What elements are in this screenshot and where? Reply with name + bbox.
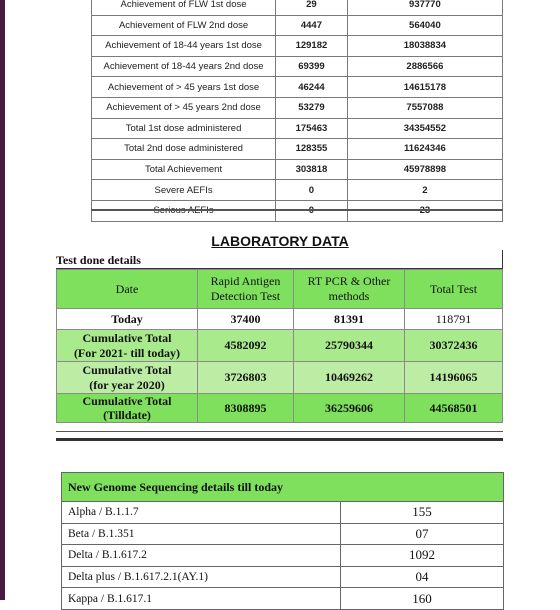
col-header-text: Rapid Antigen Detection Test <box>210 274 281 303</box>
col-header-text: Total Test <box>429 281 478 296</box>
row-label: Achievement of 18-44 years 2nd dose <box>92 56 276 77</box>
table-row <box>62 545 504 567</box>
lab-table-caption: Test done details <box>56 253 141 267</box>
lab-table-bottom-rule-thick <box>56 438 503 441</box>
cumulative-value: 564040 <box>347 15 502 36</box>
table-row <box>92 97 503 118</box>
variant-name: Delta plus / B.1.617.2.1(AY.1) <box>62 566 341 588</box>
row-label: Achievement of > 45 years 2nd dose <box>92 97 276 118</box>
table-row <box>92 118 503 139</box>
row-label-line2: (for year 2020) <box>89 377 165 392</box>
table-row <box>92 36 503 57</box>
rtpcr-value: 81391 <box>294 309 405 330</box>
table-row <box>57 309 503 330</box>
lab-header-row <box>57 270 503 309</box>
row-label <box>57 330 198 362</box>
variant-name: Delta / B.1.617.2 <box>62 545 341 567</box>
total-value: 118791 <box>405 309 503 330</box>
cumulative-value: 14615178 <box>347 77 502 98</box>
today-value: 69399 <box>276 56 348 77</box>
table-row <box>92 180 503 201</box>
table-row <box>57 330 503 362</box>
today-value: 175463 <box>276 118 348 139</box>
row-label: Total Achievement <box>92 159 276 180</box>
col-header-text: Date <box>115 281 139 296</box>
table-row <box>92 0 503 15</box>
rtpcr-value: 36259606 <box>294 394 405 423</box>
rapid-value: 3726803 <box>198 362 294 394</box>
page-left-edge <box>0 0 5 600</box>
row-label: Severe AEFIs <box>92 180 276 201</box>
variant-count: 1092 <box>341 545 504 567</box>
table-row <box>92 56 503 77</box>
total-value: 14196065 <box>405 362 503 394</box>
row-label-line1: Cumulative Total <box>82 394 172 408</box>
variant-name: Beta / B.1.351 <box>62 523 341 545</box>
row-label-line1: Cumulative Total <box>82 362 172 377</box>
lab-caption-edge <box>502 250 503 270</box>
table-bottom-border <box>91 209 503 211</box>
variant-name: Kappa / B.1.617.1 <box>62 588 341 610</box>
row-label: Total 1st dose administered <box>92 118 276 139</box>
rapid-value: 4582092 <box>198 330 294 362</box>
rtpcr-value: 25790344 <box>294 330 405 362</box>
today-value: 0 <box>276 180 348 201</box>
row-label: Today <box>57 309 198 330</box>
today-value: 29 <box>276 0 348 15</box>
lab-table <box>56 269 503 423</box>
table-row <box>92 15 503 36</box>
table-row <box>92 139 503 160</box>
row-label: Achievement of FLW 1st dose <box>92 0 276 15</box>
total-value: 44568501 <box>405 394 503 423</box>
row-label: Achievement of FLW 2nd dose <box>92 15 276 36</box>
vaccination-table <box>91 0 503 222</box>
table-row <box>57 394 503 423</box>
today-value: 128355 <box>276 139 348 160</box>
row-label <box>57 362 198 394</box>
rapid-value: 8308895 <box>198 394 294 423</box>
today-value: 46244 <box>276 77 348 98</box>
genome-header: New Genome Sequencing details till today <box>62 473 504 502</box>
variant-name: Alpha / B.1.1.7 <box>62 502 341 524</box>
today-value: 303818 <box>276 159 348 180</box>
row-label-line2: (For 2021- till today) <box>73 345 181 360</box>
row-label: Achievement of > 45 years 1st dose <box>92 77 276 98</box>
cumulative-value: 34354552 <box>347 118 502 139</box>
cumulative-value: 18038834 <box>347 36 502 57</box>
rtpcr-value: 10469262 <box>294 362 405 394</box>
row-label-line2: (Tilldate) <box>103 408 151 422</box>
lab-section-title: LABORATORY DATA <box>211 233 349 249</box>
total-value: 30372436 <box>405 330 503 362</box>
cumulative-value: 11624346 <box>347 139 502 160</box>
col-header-text: RT PCR & Other methods <box>307 274 391 303</box>
cumulative-value: 7557088 <box>347 97 502 118</box>
table-row <box>57 362 503 394</box>
col-header-rapid <box>198 270 294 309</box>
lab-table-bottom-rule <box>56 431 503 432</box>
variant-count: 04 <box>341 566 504 588</box>
today-value: 53279 <box>276 97 348 118</box>
today-value: 4447 <box>276 15 348 36</box>
table-row <box>62 523 504 545</box>
table-row <box>62 588 504 610</box>
today-value: 129182 <box>276 36 348 57</box>
col-header-rtpcr <box>294 270 405 309</box>
table-row <box>62 566 504 588</box>
cumulative-value: 937770 <box>347 0 502 15</box>
cumulative-value: 2886566 <box>347 56 502 77</box>
variant-count: 07 <box>341 523 504 545</box>
variant-count: 160 <box>341 588 504 610</box>
variant-count: 155 <box>341 502 504 524</box>
row-label: Achievement of 18-44 years 1st dose <box>92 36 276 57</box>
genome-table <box>61 472 504 610</box>
row-label: Total 2nd dose administered <box>92 139 276 160</box>
table-row <box>92 77 503 98</box>
rapid-value: 37400 <box>198 309 294 330</box>
cumulative-value: 45978898 <box>347 159 502 180</box>
row-label <box>57 394 198 423</box>
table-row <box>62 502 504 524</box>
col-header-total <box>405 270 503 309</box>
col-header-date <box>57 270 198 309</box>
row-label-line1: Cumulative Total <box>82 330 172 345</box>
cumulative-value: 2 <box>347 180 502 201</box>
table-row <box>92 159 503 180</box>
genome-header-row <box>62 473 504 502</box>
